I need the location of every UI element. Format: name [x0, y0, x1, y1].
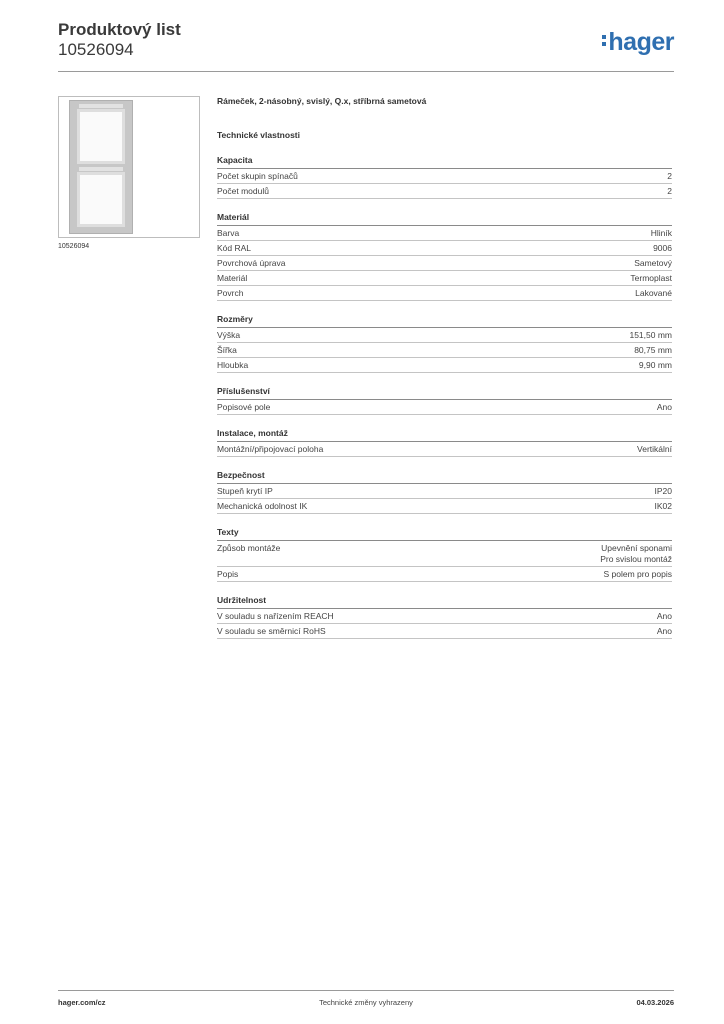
- spec-label: Šířka: [217, 345, 237, 355]
- section-title: Udržitelnost: [217, 595, 672, 609]
- spec-section: [217, 155, 672, 199]
- spec-content: [217, 96, 672, 639]
- document-header: [58, 20, 181, 60]
- spec-value-line: 151,50 mm: [629, 330, 672, 340]
- footer-website[interactable]: hager.com/cz: [58, 998, 106, 1007]
- spec-label: Materiál: [217, 273, 248, 283]
- spec-value: [634, 345, 672, 356]
- footer-divider: [58, 990, 674, 991]
- spec-sections: [217, 155, 672, 639]
- spec-row: [217, 499, 672, 514]
- spec-label: Popis: [217, 569, 239, 579]
- spec-row: [217, 442, 672, 457]
- spec-value-line: Termoplast: [630, 273, 672, 283]
- spec-row: [217, 271, 672, 286]
- technical-heading: Technické vlastnosti: [217, 130, 300, 140]
- spec-value: [657, 402, 672, 413]
- spec-value-line: IP20: [654, 486, 672, 496]
- section-title: Kapacita: [217, 155, 672, 169]
- footer-note: Technické změny vyhrazeny: [319, 998, 413, 1007]
- spec-row: [217, 169, 672, 184]
- spec-value-line: Ano: [656, 402, 672, 412]
- spec-value: [655, 486, 673, 497]
- spec-section: [217, 595, 672, 639]
- spec-value-line: Sametový: [634, 258, 672, 268]
- spec-row: [217, 286, 672, 301]
- spec-section: [217, 314, 672, 373]
- spec-section: [217, 428, 672, 457]
- spec-value-line: 9,90 mm: [638, 360, 672, 370]
- spec-value-line: Lakované: [635, 288, 672, 298]
- spec-value: [637, 444, 672, 455]
- spec-row: [217, 567, 672, 582]
- spec-label: Montážní/připojovací poloha: [217, 444, 324, 454]
- spec-row: [217, 328, 672, 343]
- spec-label: Počet modulů: [217, 186, 269, 196]
- section-title: Příslušenství: [217, 386, 672, 400]
- section-title: Bezpečnost: [217, 470, 672, 484]
- spec-section: [217, 386, 672, 415]
- spec-label: V souladu s nařízením REACH: [217, 611, 334, 621]
- spec-value: [630, 273, 672, 284]
- spec-label: Barva: [217, 228, 240, 238]
- spec-label: Povrch: [217, 288, 244, 298]
- product-name: Rámeček, 2-násobný, svislý, Q.x, stříbrná sametová: [217, 96, 427, 106]
- spec-value-line: Ano: [656, 611, 672, 621]
- product-number: 10526094: [58, 40, 134, 59]
- spec-row: [217, 358, 672, 373]
- spec-section: [217, 470, 672, 514]
- spec-value-line: Ano: [656, 626, 672, 636]
- spec-row: [217, 241, 672, 256]
- logo-text: hager: [608, 28, 674, 56]
- spec-value-line: Upevnění sponami: [601, 543, 672, 553]
- spec-row: [217, 343, 672, 358]
- spec-value: [629, 330, 672, 341]
- document-title: Produktový list: [58, 20, 181, 39]
- product-image: [58, 96, 200, 238]
- logo-dots-icon: [602, 35, 606, 46]
- spec-label: V souladu se směrnicí RoHS: [217, 626, 326, 636]
- spec-value: [657, 611, 672, 622]
- spec-value: [651, 228, 672, 239]
- spec-row: [217, 184, 672, 199]
- section-title: Texty: [217, 527, 672, 541]
- spec-section: [217, 212, 672, 301]
- spec-row: [217, 484, 672, 499]
- double-frame-illustration: [69, 100, 133, 234]
- spec-value: [655, 501, 673, 512]
- spec-value: [603, 569, 672, 580]
- spec-section: [217, 527, 672, 582]
- spec-row: [217, 226, 672, 241]
- spec-row: [217, 624, 672, 639]
- spec-row: [217, 256, 672, 271]
- spec-value-line: S polem pro popis: [603, 569, 672, 579]
- spec-value: [639, 360, 672, 371]
- spec-label: Počet skupin spínačů: [217, 171, 298, 181]
- spec-value: [667, 171, 672, 182]
- spec-label: Stupeň krytí IP: [217, 486, 273, 496]
- spec-label: Kód RAL: [217, 243, 252, 253]
- spec-row: [217, 609, 672, 624]
- spec-value-line: 2: [667, 186, 672, 196]
- footer-date: 04.03.2026: [636, 998, 674, 1007]
- section-title: Rozměry: [217, 314, 672, 328]
- section-title: Materiál: [217, 212, 672, 226]
- page-footer: [58, 998, 674, 1010]
- spec-value: [634, 258, 672, 269]
- spec-value-line: 2: [667, 171, 672, 181]
- spec-label: Popisové pole: [217, 402, 271, 412]
- spec-value-line: Vertikální: [637, 444, 672, 454]
- spec-value-line: IK02: [654, 501, 672, 511]
- spec-label: Způsob montáže: [217, 543, 281, 553]
- spec-value: [657, 626, 672, 637]
- header-divider: [58, 71, 674, 72]
- spec-value-line: 80,75 mm: [634, 345, 672, 355]
- image-caption: 10526094: [58, 243, 90, 250]
- spec-value: [600, 543, 672, 565]
- spec-label: Výška: [217, 330, 241, 340]
- hager-logo: [602, 29, 674, 55]
- spec-label: Mechanická odolnost IK: [217, 501, 308, 511]
- spec-row: [217, 400, 672, 415]
- spec-value-line: 9006: [653, 243, 672, 253]
- spec-label: Povrchová úprava: [217, 258, 286, 268]
- spec-value: [635, 288, 672, 299]
- spec-value: [667, 186, 672, 197]
- section-title: Instalace, montáž: [217, 428, 672, 442]
- spec-value-line: Hliník: [650, 228, 672, 238]
- spec-row: [217, 541, 672, 567]
- spec-value-line: Pro svislou montáž: [600, 554, 672, 564]
- spec-label: Hloubka: [217, 360, 249, 370]
- spec-value: [653, 243, 672, 254]
